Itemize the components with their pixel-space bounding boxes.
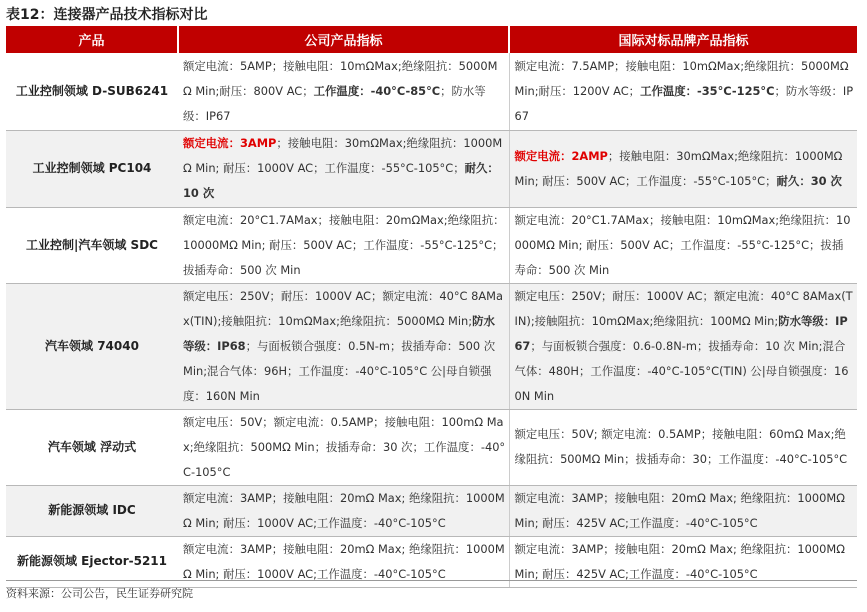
rival-spec-cell: 额定电流：2AMP；接触电阻：30mΩMax;绝缘阻抗：1000MΩ Min; 耐压：500V AC；工作温度：-55°C-105°C；耐久：30 次: [509, 130, 857, 207]
table-row: [6, 130, 857, 207]
company-spec-cell: 额定电压：250V；耐压：1000V AC；额定电流：40°C 8AMax(TIN);接触阻抗：10mΩMax;绝缘阻抗：5000MΩ Min;防水等级：IP68；与面板锁合强度：0.5N-m；拔插寿命：500 次 Min;混合气体：96H；工作温度：-40°C-105°C 公|母自锁强度：160N Min: [178, 283, 509, 409]
header-product: 产品: [6, 26, 178, 53]
company-spec-cell: 额定电流：5AMP；接触电阻：10mΩMax;绝缘阻抗：5000MΩ Min;耐压：800V AC；工作温度：-40°C-85°C；防水等级：IP67: [178, 53, 509, 130]
product-cell: 新能源领域 Ejector-5211: [6, 536, 178, 587]
footer-divider: [6, 580, 857, 581]
company-spec-cell: 额定电压：50V；额定电流：0.5AMP；接触电阻：100mΩ Max;绝缘阻抗：500MΩ Min；拔插寿命：30 次；工作温度：-40°C-105°C: [178, 409, 509, 485]
highlight-text: 工作温度：-40°C-85°C: [313, 83, 441, 98]
header-company-spec: 公司产品指标: [178, 26, 509, 53]
source-note: 资料来源：公司公告，民生证券研究院: [6, 587, 193, 600]
rival-spec-cell: 额定电流：20°C1.7AMax；接触电阻：10mΩMax;绝缘阻抗：10000MΩ Min; 耐压：500V AC；工作温度：-55°C-125°C；拔插寿命：500 次 Min: [509, 207, 857, 283]
product-cell: 汽车领域 74040: [6, 283, 178, 409]
table-title: 表12：连接器产品技术指标对比: [6, 7, 208, 23]
table-row: [6, 53, 857, 130]
highlight-text: 耐久：10 次: [183, 161, 499, 200]
highlight-text: 工作温度：-35°C-125°C: [640, 83, 775, 98]
red-highlight-text: 额定电流：3AMP: [183, 136, 277, 150]
rival-spec-cell: 额定电压：250V；耐压：1000V AC；额定电流：40°C 8AMax(TIN);接触阻抗：10mΩMax;绝缘阻抗：100MΩ Min;防水等级：IP67；与面板锁合强度：0.6-0.8N-m；拔插寿命：10 次 Min;混合气体：480H；工作温度：-40°C-105°C(TIN) 公|母自锁强度：160N Min: [509, 283, 857, 409]
product-cell: 工业控制领域 D-SUB6241: [6, 53, 178, 130]
table-row: [6, 283, 857, 409]
highlight-text: 防水等级：IP68: [183, 313, 495, 353]
table-row: [6, 485, 857, 536]
product-cell: 汽车领域 浮动式: [6, 409, 178, 485]
red-highlight-text: 额定电流：2AMP: [514, 148, 608, 163]
highlight-text: 耐久：30 次: [776, 173, 842, 188]
rival-spec-cell: 额定电流：3AMP；接触电阻：20mΩ Max; 绝缘阻抗：1000MΩ Min; 耐压：425V AC;工作温度：-40°C-105°C: [509, 536, 857, 587]
rival-spec-cell: 额定电流：7.5AMP；接触电阻：10mΩMax;绝缘阻抗：5000MΩ Min;耐压：1200V AC；工作温度：-35°C-125°C；防水等级：IP67: [509, 53, 857, 130]
highlight-text: 防水等级：IP67: [514, 313, 848, 353]
product-cell: 工业控制|汽车领域 SDC: [6, 207, 178, 283]
company-spec-cell: 额定电流：20°C1.7AMax；接触电阻：20mΩMax;绝缘阻抗：10000MΩ Min; 耐压：500V AC；工作温度：-55°C-125°C；拔插寿命：500 次 Min: [178, 207, 509, 283]
header-rival-spec: 国际对标品牌产品指标: [509, 26, 857, 53]
product-cell: 工业控制领域 PC104: [6, 130, 178, 207]
rival-spec-cell: 额定电流：3AMP；接触电阻：20mΩ Max; 绝缘阻抗：1000MΩ Min; 耐压：425V AC;工作温度：-40°C-105°C: [509, 485, 857, 536]
company-spec-cell: 额定电流：3AMP；接触电阻：30mΩMax;绝缘阻抗：1000MΩ Min; 耐压：1000V AC；工作温度：-55°C-105°C；耐久：10 次: [178, 130, 509, 207]
rival-spec-cell: 额定电压：50V; 额定电流：0.5AMP；接触电阻：60mΩ Max;绝缘阻抗：500MΩ Min；拔插寿命：30；工作温度：-40°C-105°C: [509, 409, 857, 485]
company-spec-cell: 额定电流：3AMP；接触电阻：20mΩ Max; 绝缘阻抗：1000MΩ Min; 耐压：1000V AC;工作温度：-40°C-105°C: [178, 485, 509, 536]
header-row: [6, 26, 857, 53]
spec-table: [6, 26, 857, 588]
product-cell: 新能源领域 IDC: [6, 485, 178, 536]
company-spec-cell: 额定电流：3AMP；接触电阻：20mΩ Max; 绝缘阻抗：1000MΩ Min; 耐压：1000V AC;工作温度：-40°C-105°C: [178, 536, 509, 587]
table-row: [6, 207, 857, 283]
table-row: [6, 409, 857, 485]
